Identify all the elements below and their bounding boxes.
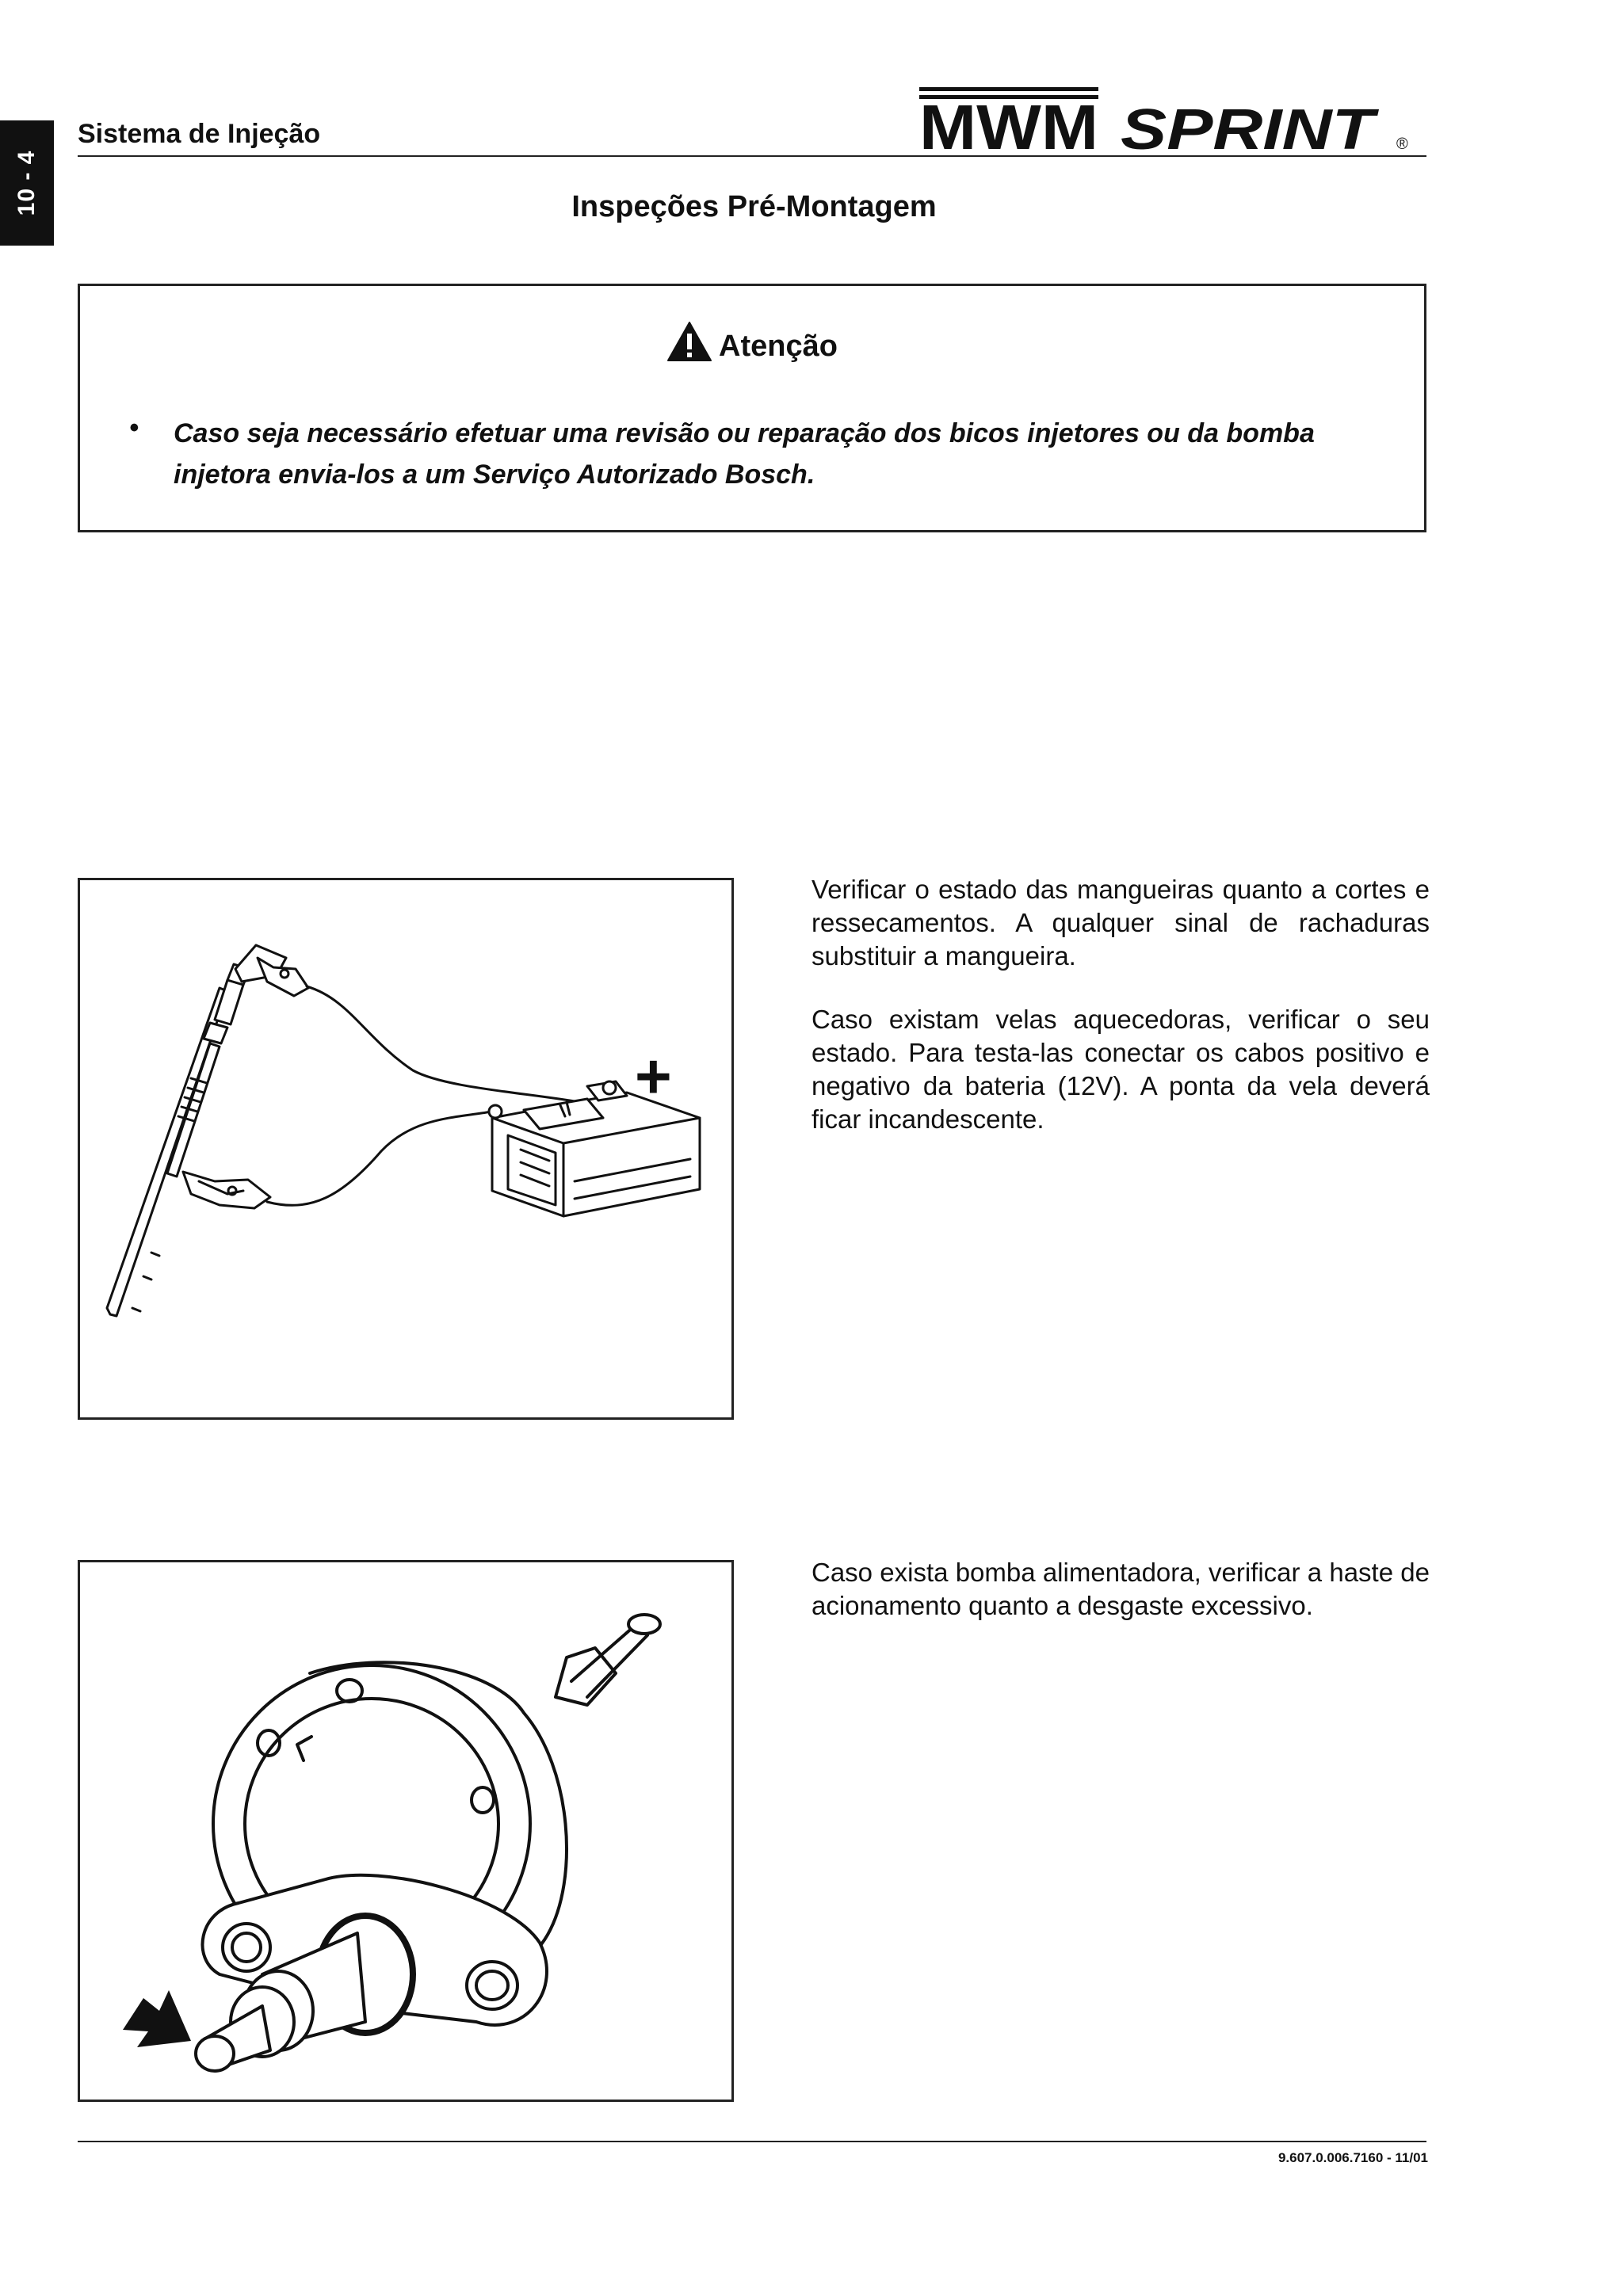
positive-terminal-label: + — [635, 1041, 672, 1112]
attention-heading-text: Atenção — [719, 330, 838, 363]
paragraph-feed-pump: Caso exista bomba alimentadora, verificar a haste de acionamento quanto a desgaste excessivo. — [812, 1558, 1430, 1620]
attention-heading — [80, 321, 1424, 364]
logo-registered-mark: ® — [1396, 135, 1408, 153]
attention-box — [78, 284, 1426, 532]
page-title: Inspeções Pré-Montagem — [571, 190, 937, 223]
top-clamp-icon — [235, 945, 308, 996]
page-number-label: 10 - 4 — [13, 150, 40, 216]
lower-clamp-icon — [183, 1172, 270, 1208]
feed-pump-illustration — [80, 1562, 731, 2100]
warning-icon — [666, 321, 712, 362]
glow-plug-battery-illustration — [80, 880, 731, 1417]
paragraph-glow-plugs: Caso existam velas aquecedoras, verificar o seu estado. Para testa-las conectar os cabos positivo e negativo da bateria (12V). A ponta da vela deverá ficar incandescente. — [812, 1005, 1430, 1134]
bullet-marker: • — [129, 413, 139, 443]
negative-cable — [267, 1112, 492, 1205]
feed-pump-figure — [78, 1560, 734, 2102]
glow-plug-icon — [107, 964, 250, 1316]
page-number-tab — [0, 120, 54, 246]
glow-plug-test-figure — [78, 878, 734, 1420]
logo-mwm-text: MWM — [919, 92, 1098, 160]
outlet-nipple-icon — [556, 1615, 660, 1705]
mwm-sprint-logo — [919, 84, 1434, 160]
footer-rule — [78, 2141, 1426, 2142]
section-title: Sistema de Injeção — [78, 119, 321, 149]
logo-sprint-text: SPRINT — [1121, 98, 1381, 160]
attention-text: Caso seja necessário efetuar uma revisão ou reparação dos bicos injetores ou da bomba injetora envia-los a um Serviço Autorizado Bosch. — [174, 418, 1315, 490]
document-code: 9.607.0.006.7160 - 11/01 — [1277, 2150, 1428, 2165]
arrow-icon — [123, 1990, 191, 2047]
paragraph-hoses: Verificar o estado das mangueiras quanto a cortes e ressecamentos. A qualquer sinal de rachaduras substituir a mangueira. — [812, 875, 1430, 971]
positive-cable — [307, 986, 579, 1102]
